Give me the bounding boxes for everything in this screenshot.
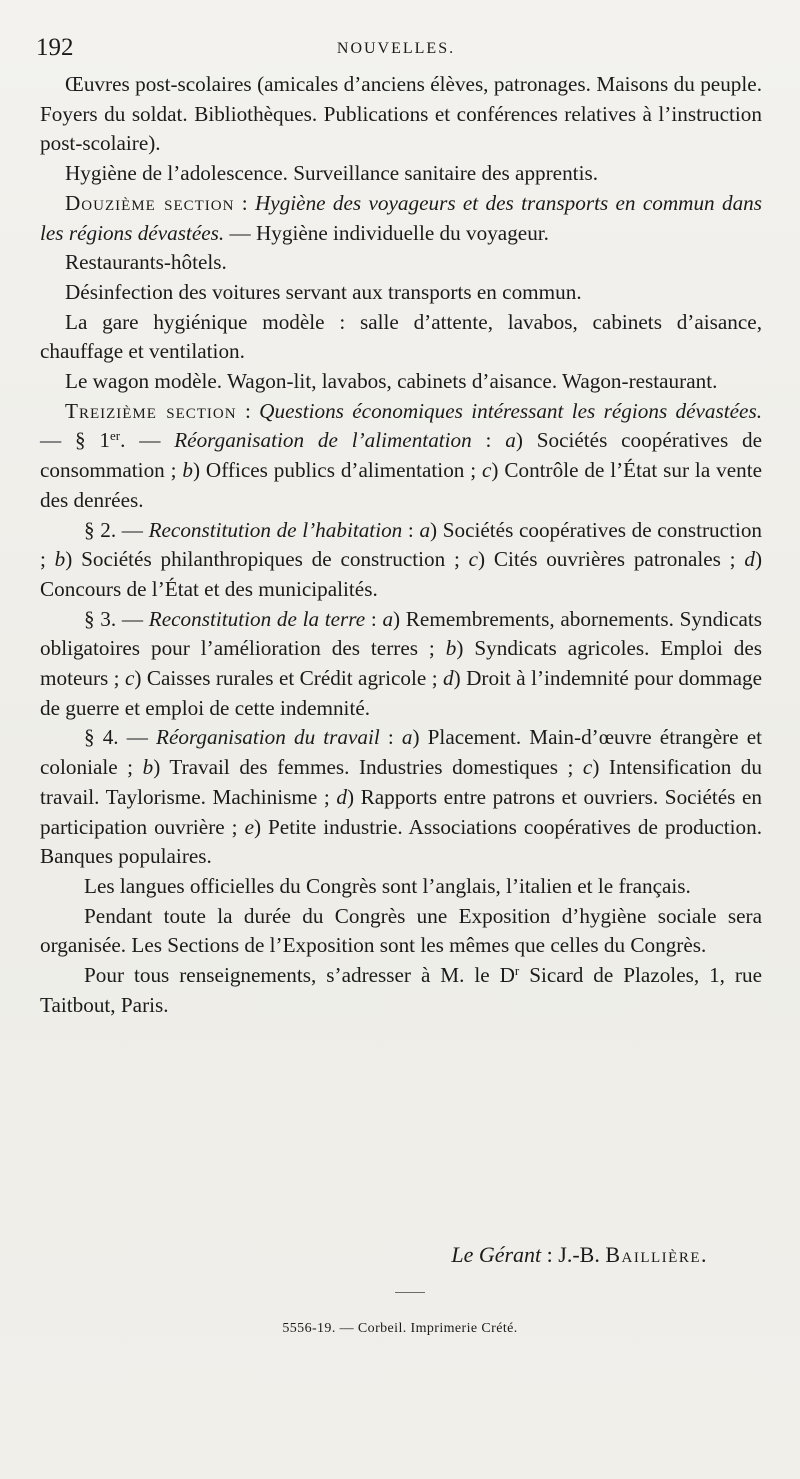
paragraph-official-languages: Les langues officielles du Congrès sont l’anglais, l’italien et le français. (84, 873, 691, 898)
paragraph-restaurants: Restaurants-hôtels. (65, 250, 227, 275)
par3-item-a: a (382, 606, 394, 631)
par4-title: Réorganisation du travail (156, 725, 380, 750)
par1-item-c: c (482, 458, 492, 483)
signature (451, 1240, 708, 1270)
signature-label: Le Gérant (451, 1242, 542, 1267)
section-thirteen (40, 397, 762, 516)
par4-head: § 4. — (84, 725, 156, 750)
paragraph-information (40, 961, 762, 1020)
par3-text-1: : (365, 606, 383, 631)
page-header (36, 32, 756, 64)
par4-text-1: : (379, 725, 402, 750)
imprint-line: 5556-19. — Corbeil. Imprimerie Crété. (282, 1321, 518, 1336)
par1-text-4: ) Contrôle de l’État sur la vente des denrées. (40, 458, 762, 512)
par2-text-1: : (402, 517, 420, 542)
body-text (40, 70, 762, 1021)
par2-text-3: ) Sociétés philanthropiques de construction ; (65, 547, 469, 572)
par4-text-6: ) Petite industrie. Associations coopératives de production. Banques populaires. (40, 814, 762, 869)
page-number: 192 (36, 34, 74, 61)
divider-rule (395, 1292, 425, 1293)
paragraph-post-school-works: Œuvres post-scolaires (amicales d’anciens élèves, patronages. Maisons du peuple. Foyers du soldat. Bibliothèques. Publications et conférences relatives à l’instruction post-scolaire). (40, 72, 762, 156)
par2-head: § 2. — (84, 517, 149, 542)
par2-title: Reconstitution de l’habitation (148, 517, 403, 542)
par1-title: Réorganisation de l’alimentation (174, 428, 472, 453)
paragraph-section-2 (40, 516, 762, 605)
par4-item-b: b (142, 755, 154, 780)
par1-sup: er (110, 428, 121, 444)
par4-text-4: ) Intensification du travail. Taylorisme. Machinisme ; (40, 755, 762, 809)
paragraph-section-4 (40, 723, 762, 872)
signature-initials: J.-B. (558, 1242, 606, 1267)
par2-text-4: ) Cités ouvrières patronales ; (478, 547, 745, 572)
par4-item-d: d (336, 784, 347, 809)
section-thirteen-label: Treizième section (65, 398, 237, 423)
par3-item-b: b (445, 636, 457, 661)
par3-text-4: ) Caisses rurales et Crédit agricole ; (134, 666, 444, 691)
par1-dash: . — (120, 428, 175, 453)
section-thirteen-colon: : (236, 398, 260, 423)
signature-colon: : (541, 1242, 559, 1267)
section-twelve-colon: : (234, 190, 255, 215)
par3-head: § 3. — (84, 606, 149, 631)
par2-item-d: d (744, 547, 755, 572)
par2-item-c: c (468, 547, 479, 572)
par3-item-c: c (125, 666, 135, 691)
paragraph-adolescent-hygiene: Hygiène de l’adolescence. Surveillance sanitaire des apprentis. (65, 161, 598, 186)
section-thirteen-title: Questions économiques intéressant les régions dévastées. (259, 398, 762, 423)
paragraph-disinfection: Désinfection des voitures servant aux transports en commun. (65, 279, 582, 304)
section-twelve-label: Douzième section (65, 190, 235, 215)
par1-text-3: ) Offices publics d’alimentation ; (192, 458, 483, 483)
par3-text-3: ) Syndicats agricoles. Emploi des moteurs ; (40, 636, 762, 691)
par1-text-2: ) Sociétés coopératives de consommation ; (40, 428, 763, 483)
section-twelve (40, 189, 762, 248)
par4-text-3: ) Travail des femmes. Industries domestiques ; (153, 755, 583, 780)
par4-item-c: c (582, 755, 593, 780)
par4-item-a: a (401, 725, 413, 750)
paragraph-model-station: La gare hygiénique modèle : salle d’attente, lavabos, cabinets d’aisance, chauffage et ventilation. (40, 309, 762, 364)
paragraph-model-wagon: Le wagon modèle. Wagon-lit, lavabos, cabinets d’aisance. Wagon-restaurant. (65, 369, 718, 394)
running-head: NOUVELLES. (336, 40, 456, 57)
section-twelve-rest: — Hygiène individuelle du voyageur. (224, 220, 549, 245)
paragraph-section-3 (40, 605, 762, 724)
par4-item-e: e (244, 814, 254, 839)
signature-name: Baillière. (605, 1242, 708, 1267)
par2-text-5: ) Concours de l’État et des municipalités. (40, 547, 762, 601)
par4-text-2: ) Placement. Main-d’œuvre étrangère et coloniale ; (40, 725, 762, 780)
info-sup: r (514, 963, 520, 979)
par4-text-5: ) Rapports entre patrons et ouvriers. Sociétés en participation ouvrière ; (40, 784, 762, 839)
par2-item-b: b (54, 547, 66, 572)
par1-head: — § 1 (40, 428, 110, 453)
info-text-2: Sicard de Plazoles, 1, rue Taitbout, Paris. (40, 963, 762, 1017)
par2-text-2: ) Sociétés coopératives de construction ; (40, 517, 763, 572)
paragraph-exposition: Pendant toute la durée du Congrès une Exposition d’hygiène sociale sera organisée. Les Sections de l’Exposition sont les mêmes que celles du Congrès. (40, 903, 762, 958)
info-text-1: Pour tous renseignements, s’adresser à M. le D (84, 963, 515, 988)
par3-text-2: ) Remembrements, abornements. Syndicats obligatoires pour l’amélioration des terres ; (40, 606, 763, 661)
par1-text-1: : (471, 428, 506, 453)
par2-item-a: a (419, 517, 431, 542)
par1-item-b: b (182, 458, 193, 483)
par1-item-a: a (505, 428, 516, 453)
section-twelve-title: Hygiène des voyageurs et des transports en commun dans les régions dévastées. (40, 190, 762, 245)
par3-text-5: ) Droit à l’indemnité pour dommage de guerre et emploi de cette indemnité. (40, 666, 762, 720)
par3-title: Reconstitution de la terre (148, 606, 366, 631)
par3-item-d: d (443, 666, 454, 691)
